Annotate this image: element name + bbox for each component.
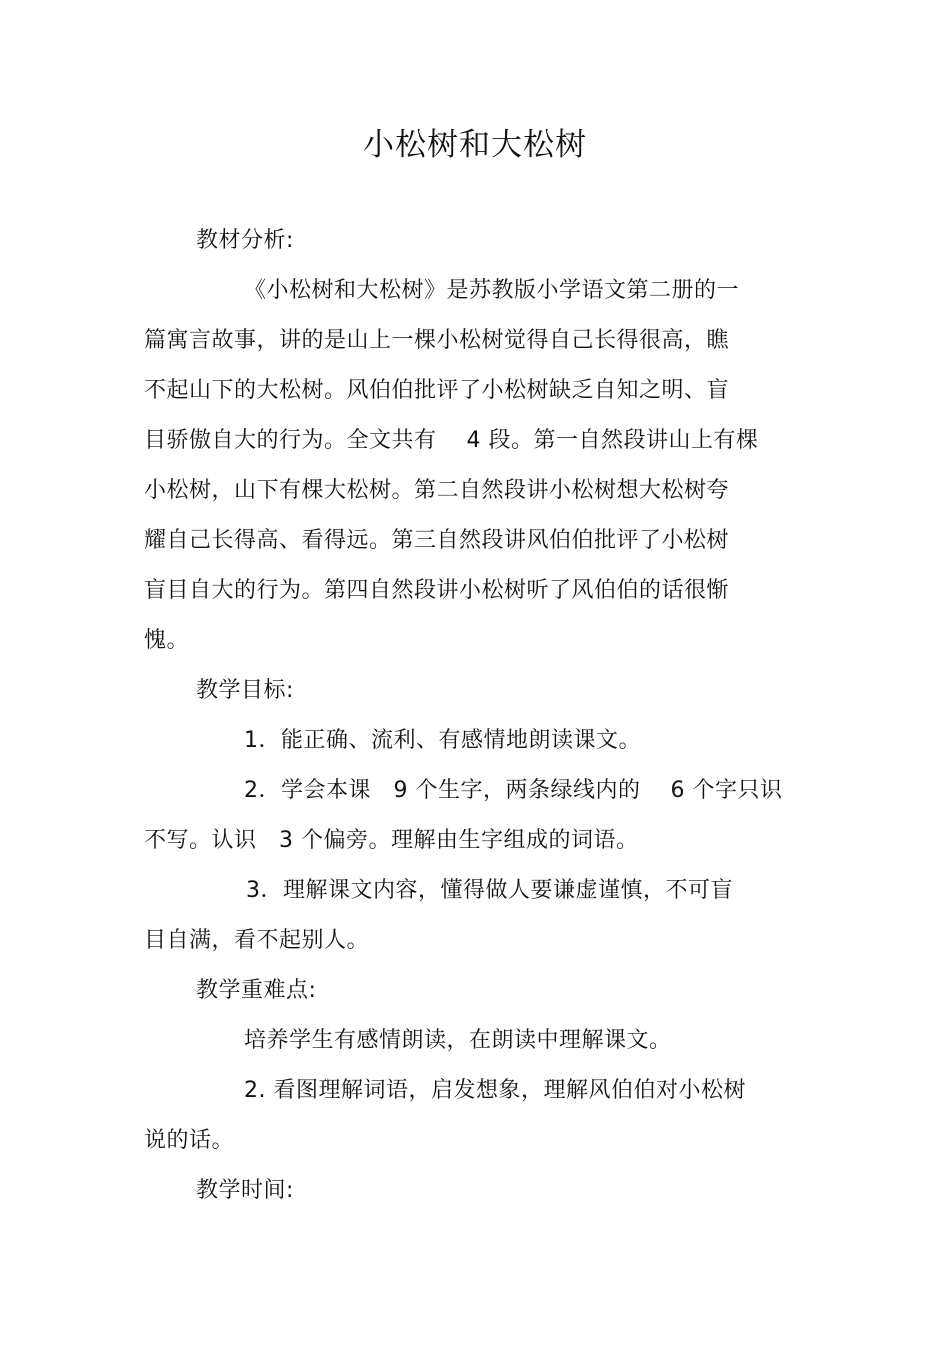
analysis-line: 《小松树和大松树》是苏教版小学语文第二册的一	[244, 278, 740, 303]
analysis-line: 小松树，山下有棵大松树。第二自然段讲小松树想大松树夸	[144, 478, 730, 503]
key-point-line: 培养学生有感情朗读，在朗读中理解课文。	[244, 1028, 672, 1053]
goal-line: 2．学会本课 9 个生字，两条绿线内的 6 个字只识	[244, 778, 783, 803]
document-title: 小松树和大松树	[363, 127, 587, 163]
goal-line: 目自满，看不起别人。	[144, 928, 370, 953]
key-point-line: 2. 看图理解词语，启发想象，理解风伯伯对小松树	[244, 1078, 746, 1103]
key-point-line: 说的话。	[144, 1128, 235, 1153]
analysis-line: 盲目自大的行为。第四自然段讲小松树听了风伯伯的话很惭	[144, 578, 730, 603]
goal-line: 不写。认识 3 个偏旁。理解由生字组成的词语。	[144, 828, 639, 853]
analysis-line: 不起山下的大松树。风伯伯批评了小松树缺乏自知之明、盲	[144, 378, 730, 403]
section-heading-key-points: 教学重难点:	[196, 978, 317, 1003]
goal-line: 1．能正确、流利、有感情地朗读课文。	[244, 728, 641, 753]
analysis-line: 愧。	[144, 628, 190, 653]
goal-line: 3．理解课文内容，懂得做人要谦虚谨慎，不可盲	[246, 878, 733, 903]
analysis-line: 篇寓言故事，讲的是山上一棵小松树觉得自己长得很高，瞧	[144, 328, 730, 353]
analysis-line: 耀自己长得高、看得远。第三自然段讲风伯伯批评了小松树	[144, 528, 730, 553]
analysis-line: 目骄傲自大的行为。全文共有 4 段。第一自然段讲山上有棵	[144, 428, 759, 453]
section-heading-analysis: 教材分析:	[196, 228, 294, 253]
section-heading-goals: 教学目标:	[196, 678, 294, 703]
section-heading-time: 教学时间:	[196, 1178, 294, 1203]
